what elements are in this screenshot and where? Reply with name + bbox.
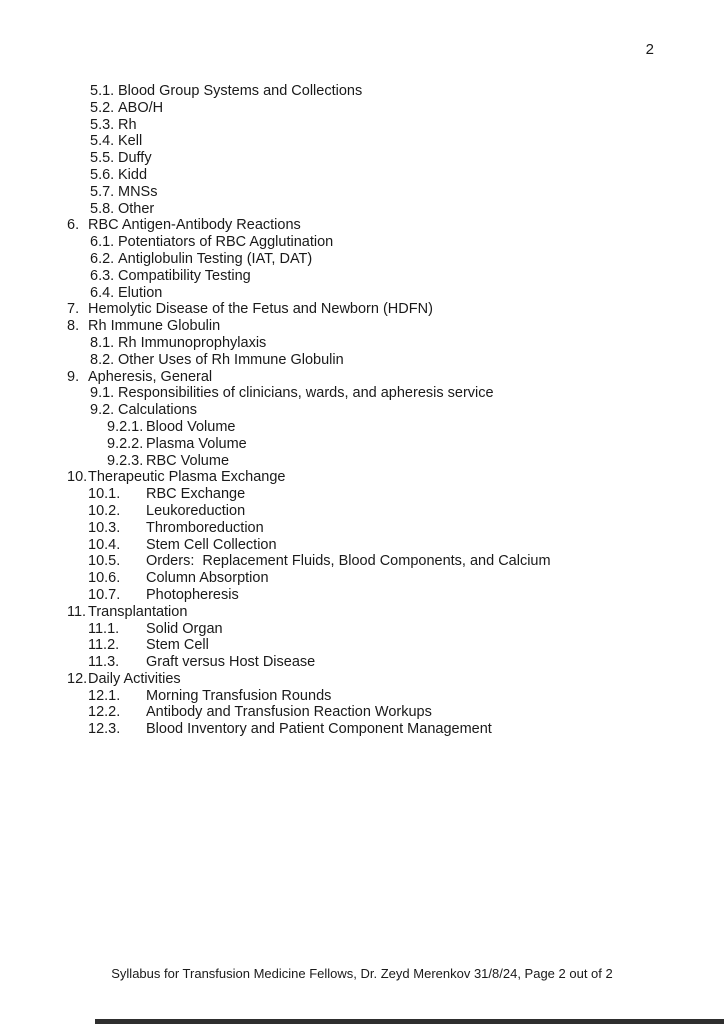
outline-item-text: Blood Group Systems and Collections [118, 83, 363, 99]
outline-item-text: Stem Cell Collection [146, 536, 277, 553]
outline-item [0, 436, 724, 453]
outline-item [0, 201, 724, 218]
outline-item-text: Rh Immune Globulin [88, 318, 221, 335]
outline-item [0, 369, 724, 386]
outline-item-text: Column Absorption [146, 570, 269, 587]
outline-item-number: 5.7. [90, 183, 115, 200]
outline-item-text: RBC Exchange [146, 486, 246, 503]
outline-item [0, 537, 724, 554]
outline-item-text: Photopheresis [146, 586, 239, 603]
outline-item-number: 11.2. [88, 637, 120, 654]
outline-item-number: 9.2.2. [107, 435, 144, 452]
outline-item-number: 8.1. [90, 334, 115, 351]
outline-item-number: 11.1. [88, 620, 120, 637]
outline-item-text: Stem Cell [146, 637, 209, 654]
outline-item-text: Potentiators of RBC Agglutination [118, 234, 334, 251]
outline-item-text: Responsibilities of clinicians, wards, and apheresis service [118, 385, 494, 402]
outline-item-number: 10.5. [88, 553, 121, 570]
outline-item [0, 184, 724, 201]
outline-item [0, 83, 724, 100]
outline-item [0, 553, 724, 570]
outline-item-text: Calculations [118, 402, 197, 419]
bottom-bar [95, 1019, 724, 1024]
outline-item-number: 6. [67, 217, 80, 234]
outline-item [0, 587, 724, 604]
outline-item-number: 10.7. [88, 586, 121, 603]
outline-item-text: ABO/H [118, 99, 164, 116]
outline-item-text: Hemolytic Disease of the Fetus and Newborn (HDFN) [88, 301, 433, 318]
outline-item-text: RBC Antigen-Antibody Reactions [88, 217, 301, 234]
outline-item-text: Antiglobulin Testing (IAT, DAT) [118, 250, 313, 267]
outline-item [0, 133, 724, 150]
outline-item-text: Kidd [118, 166, 148, 183]
outline-item-text: Compatibility Testing [118, 267, 251, 284]
outline-item-number: 9.1. [90, 385, 115, 402]
page-number: 2 [645, 41, 654, 58]
outline-item-number: 9.2.3. [107, 452, 144, 469]
outline-item-number: 6.2. [90, 250, 115, 267]
outline-item-number: 9.2.1. [107, 418, 144, 435]
outline-item [0, 704, 724, 721]
outline-item-number: 6.1. [90, 234, 115, 251]
footer-text: Syllabus for Transfusion Medicine Fellows, Dr. Zeyd Merenkov 31/8/24, Page 2 out of 2 [111, 966, 613, 981]
outline-item-number: 6.4. [90, 284, 115, 301]
outline-item [0, 688, 724, 705]
outline-item-text: Graft versus Host Disease [146, 654, 316, 671]
outline-item [0, 721, 724, 738]
outline-item [0, 117, 724, 134]
outline-item [0, 150, 724, 167]
outline-item-number: 11.3. [88, 654, 120, 671]
outline-item-number: 10.1. [88, 486, 121, 503]
outline-item [0, 469, 724, 486]
outline-item-number: 12.1. [88, 687, 121, 704]
outline-item-text: Kell [118, 133, 143, 150]
outline-item-number: 5.2. [90, 99, 115, 116]
outline-item [0, 217, 724, 234]
outline-list [0, 83, 724, 738]
outline-item [0, 503, 724, 520]
outline-item-text: Rh [118, 116, 137, 133]
outline-item [0, 100, 724, 117]
outline-item-number: 7. [67, 301, 80, 318]
outline-item-text: Daily Activities [88, 670, 181, 687]
outline-item-number: 5.3. [90, 116, 115, 133]
outline-item-number: 9. [67, 368, 80, 385]
outline-item [0, 604, 724, 621]
outline-item-text: Apheresis, General [88, 368, 213, 385]
outline-item-number: 10. [67, 469, 88, 486]
outline-item-number: 10.4. [88, 536, 121, 553]
outline-item [0, 167, 724, 184]
outline-item [0, 637, 724, 654]
outline-item-number: 10.3. [88, 519, 121, 536]
outline-item-text: Leukoreduction [146, 502, 246, 519]
outline-item-text: Elution [118, 284, 163, 301]
outline-item [0, 570, 724, 587]
outline-item-number: 10.2. [88, 502, 121, 519]
outline-item [0, 419, 724, 436]
outline-item-number: 9.2. [90, 402, 115, 419]
outline-item-text: Morning Transfusion Rounds [146, 687, 332, 704]
outline-item-number: 12.3. [88, 721, 121, 738]
outline-item [0, 402, 724, 419]
outline-item-text: Rh Immunoprophylaxis [118, 334, 267, 351]
outline-item-number: 11. [67, 603, 87, 620]
outline-item [0, 268, 724, 285]
outline-item-text: Solid Organ [146, 620, 223, 637]
outline-item-text: Duffy [118, 150, 152, 167]
outline-item-number: 12.2. [88, 704, 121, 721]
outline-item-text: Other Uses of Rh Immune Globulin [118, 351, 344, 368]
outline-item [0, 352, 724, 369]
outline-item-number: 5.6. [90, 166, 115, 183]
outline-item-text: Antibody and Transfusion Reaction Workups [146, 704, 432, 721]
outline-item-number: 8. [67, 318, 80, 335]
outline-item-text: Blood Volume [146, 418, 236, 435]
outline-item-text: RBC Volume [146, 452, 230, 469]
outline-item-number: 12. [67, 670, 88, 687]
outline-item [0, 486, 724, 503]
outline-item-text: Blood Inventory and Patient Component Management [146, 721, 492, 738]
outline-item-text: Therapeutic Plasma Exchange [88, 469, 286, 486]
outline-item [0, 385, 724, 402]
outline-item [0, 301, 724, 318]
outline-item-number: 8.2. [90, 351, 115, 368]
outline-item-number: 5.5. [90, 150, 115, 167]
outline-item [0, 621, 724, 638]
outline-item-number: 5.4. [90, 133, 115, 150]
outline-item [0, 318, 724, 335]
outline-item [0, 251, 724, 268]
outline-item-text: Thromboreduction [146, 519, 264, 536]
outline-item-text: MNSs [118, 183, 158, 200]
outline-item [0, 453, 724, 470]
outline-item-number: 5.1. [90, 83, 115, 99]
outline-item-text: Plasma Volume [146, 435, 247, 452]
outline-item [0, 285, 724, 302]
outline-item [0, 654, 724, 671]
outline-item-number: 5.8. [90, 200, 115, 217]
outline-item [0, 234, 724, 251]
outline-item-text: Transplantation [88, 603, 188, 620]
outline-item [0, 335, 724, 352]
outline-item-number: 6.3. [90, 267, 115, 284]
outline-item-number: 10.6. [88, 570, 121, 587]
outline-item-text: Other [118, 200, 155, 217]
outline-item [0, 671, 724, 688]
outline-item [0, 520, 724, 537]
outline-item-text: Orders: Replacement Fluids, Blood Components, and Calcium [146, 553, 551, 570]
